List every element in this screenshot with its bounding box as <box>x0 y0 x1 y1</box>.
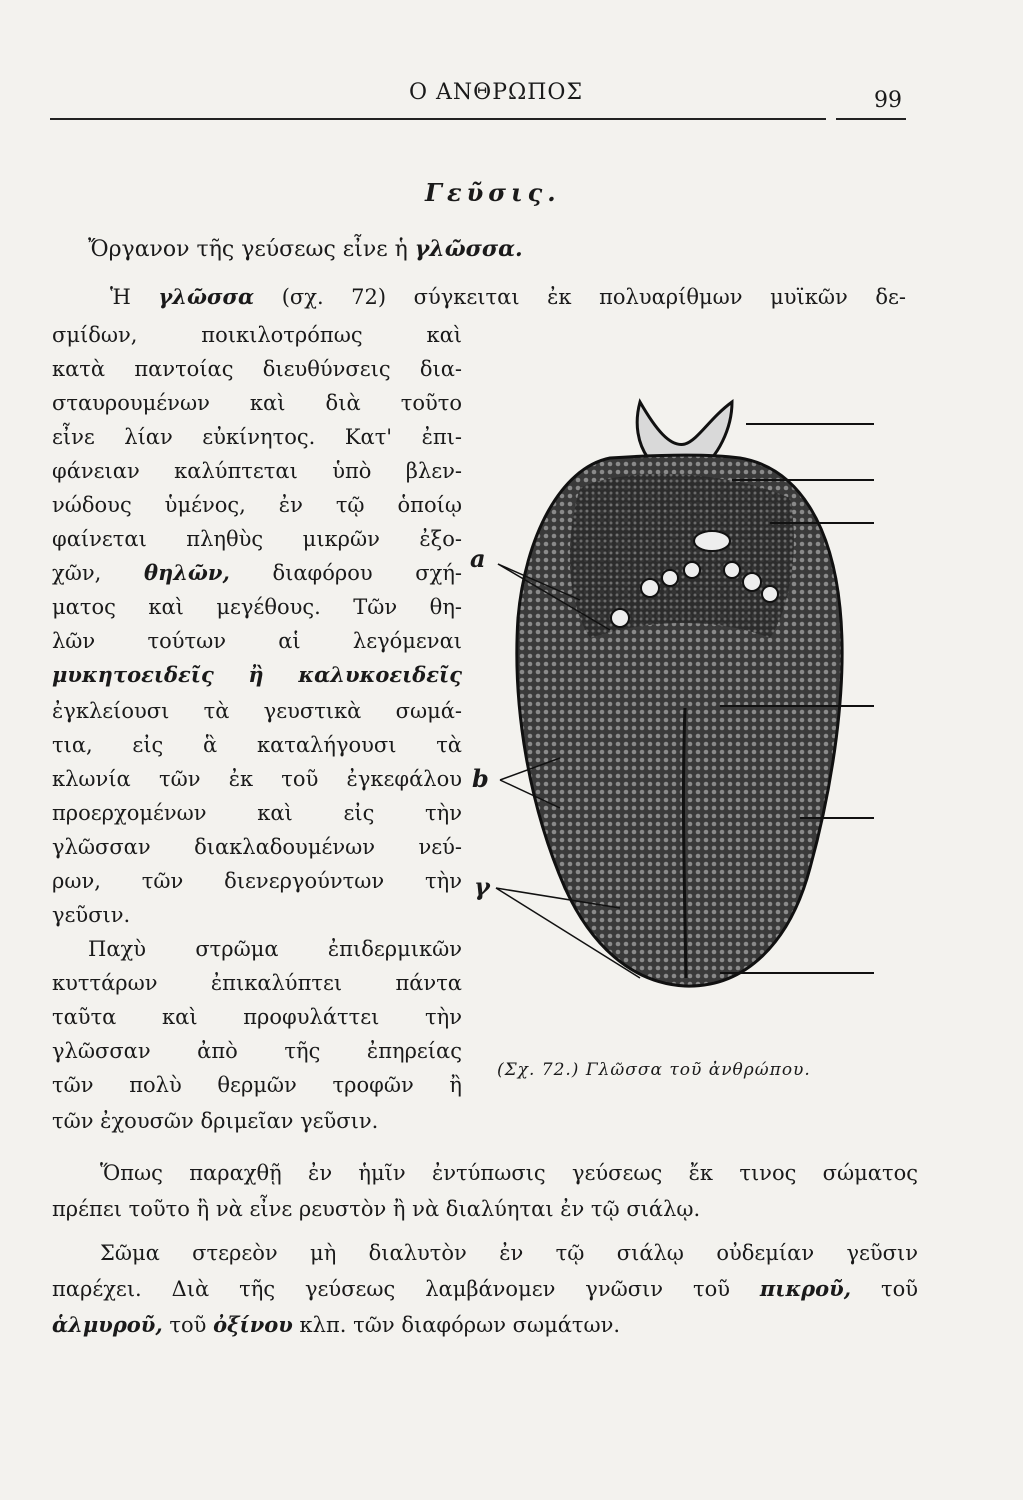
papilla-mark <box>684 562 700 578</box>
p2-line-last: τῶν ἐχουσῶν δριμεῖαν γεῦσιν. <box>52 1109 379 1133</box>
p2-line: Παχὺ στρῶμα ἐπιδερμικῶν <box>88 937 462 961</box>
p1-line: γλῶσσαν διακλαδουμένων νεύ- <box>52 835 462 859</box>
papilla-mark <box>611 609 629 627</box>
papilla-mark <box>743 573 761 591</box>
p4-line-1: Σῶμα στερεὸν μὴ διαλυτὸν ἐν τῷ σιάλῳ οὐδεμίαν γεῦσιν <box>100 1241 918 1265</box>
p4-line-2-end: τοῦ <box>880 1277 918 1301</box>
p1-line: φαίνεται πληθὺς μικρῶν ἐξο- <box>52 527 462 551</box>
p1-article: Ἡ <box>110 285 131 309</box>
p1-line-thilon <box>52 560 462 586</box>
p1-term-glossa: γλῶσσα <box>158 284 255 309</box>
p4-term-sour: ὀξίνου <box>213 1312 293 1337</box>
p2-line: τῶν πολὺ θερμῶν τροφῶν ἢ <box>52 1073 462 1097</box>
p2-line: κυττάρων ἐπικαλύπτει πάντα <box>52 971 462 995</box>
p4-line-3-mid: τοῦ <box>169 1313 207 1337</box>
page-number: 99 <box>874 88 902 113</box>
p1-line-last: γεῦσιν. <box>52 903 131 927</box>
p1-line: ρων, τῶν διενεργούντων τὴν <box>52 869 462 893</box>
p1-line: σμίδων, ποικιλοτρόπως καὶ <box>52 323 462 347</box>
p1-line: ματος καὶ μεγέθους. Τῶν θη- <box>52 595 462 619</box>
figure-label-b: b <box>472 764 489 793</box>
p3-line: Ὅπως παραχθῇ ἐν ἡμῖν ἐντύπωσις γεύσεως ἔκ τινος σώματος <box>100 1161 918 1185</box>
p1-line: κατὰ παντοίας διευθύνσεις δια- <box>52 357 462 381</box>
figure-label-a: a <box>470 544 486 573</box>
p4-term-bitter: πικροῦ, <box>759 1276 852 1301</box>
p2-line: ταῦτα καὶ προφυλάττει τὴν <box>52 1005 462 1029</box>
header-rule <box>50 118 826 120</box>
p4-line-3-end: κλπ. τῶν διαφόρων σωμάτων. <box>299 1313 621 1337</box>
header-rule-short <box>836 118 906 120</box>
papilla-mark <box>641 579 659 597</box>
section-title: Γεῦσις. <box>425 178 561 207</box>
p2-line: γλῶσσαν ἀπὸ τῆς ἐπηρείας <box>52 1039 462 1063</box>
p1-thilon-rest: διαφόρου σχή- <box>272 561 462 585</box>
p1-line: προερχομένων καὶ εἰς τὴν <box>52 801 462 825</box>
p1-line: ἐγκλείουσι τὰ γευστικὰ σωμά- <box>52 699 462 723</box>
p1-line: τια, εἰς ἃ καταλήγουσι τὰ <box>52 733 462 757</box>
figure-label-c: γ <box>474 872 490 901</box>
p1-line: κλωνία τῶν ἐκ τοῦ ἐγκεφάλου <box>52 767 462 791</box>
papilla-mark <box>762 586 778 602</box>
intro-term: γλῶσσα. <box>414 236 523 262</box>
p4-line-3 <box>52 1312 620 1338</box>
p4-term-salty: ἁλμυροῦ, <box>52 1312 163 1337</box>
p1-term-thilon: θηλῶν, <box>143 560 230 585</box>
p1-terms-line: μυκητοειδεῖς ἢ καλυκοειδεῖς <box>52 662 462 687</box>
p1-line: εἶνε λίαν εὐκίνητος. Κατ' ἐπι- <box>52 425 462 449</box>
p4-line-2 <box>52 1276 918 1302</box>
p1-line: φάνειαν καλύπτεται ὑπὸ βλεν- <box>52 459 462 483</box>
p1-line: νώδους ὑμένος, ἐν τῷ ὁποίῳ <box>52 493 462 517</box>
tongue-root <box>570 474 794 638</box>
figure-caption: (Σχ. 72.) Γλῶσσα τοῦ ἀνθρώπου. <box>497 1060 811 1080</box>
running-title: Ο ΑΝΘΡΩΠΟΣ <box>408 80 584 105</box>
intro-text: Ὄργανον τῆς γεύσεως εἶνε ἡ <box>88 237 408 262</box>
p1-line: σταυρουμένων καὶ διὰ τοῦτο <box>52 391 462 415</box>
papilla-mark <box>662 570 678 586</box>
papilla-mark <box>694 531 730 551</box>
papilla-mark <box>724 562 740 578</box>
p4-line-2-text: παρέχει. Διὰ τῆς γεύσεως λαμβάνομεν γνῶσιν τοῦ <box>52 1277 730 1301</box>
p1-line-1 <box>110 284 906 310</box>
p1-line-1-rest: (σχ. 72) σύγκειται ἐκ πολυαρίθμων μυϊκῶν δε- <box>281 285 906 309</box>
p1-thilon-pre: χῶν, <box>52 561 102 585</box>
p1-line: λῶν τούτων αἱ λεγόμεναι <box>52 629 462 653</box>
intro-sentence <box>88 236 523 262</box>
p3-line-last: πρέπει τοῦτο ἢ νὰ εἶνε ρευστὸν ἢ νὰ διαλύηται ἐν τῷ σιάλῳ. <box>52 1197 701 1221</box>
tongue-illustration <box>470 388 890 998</box>
